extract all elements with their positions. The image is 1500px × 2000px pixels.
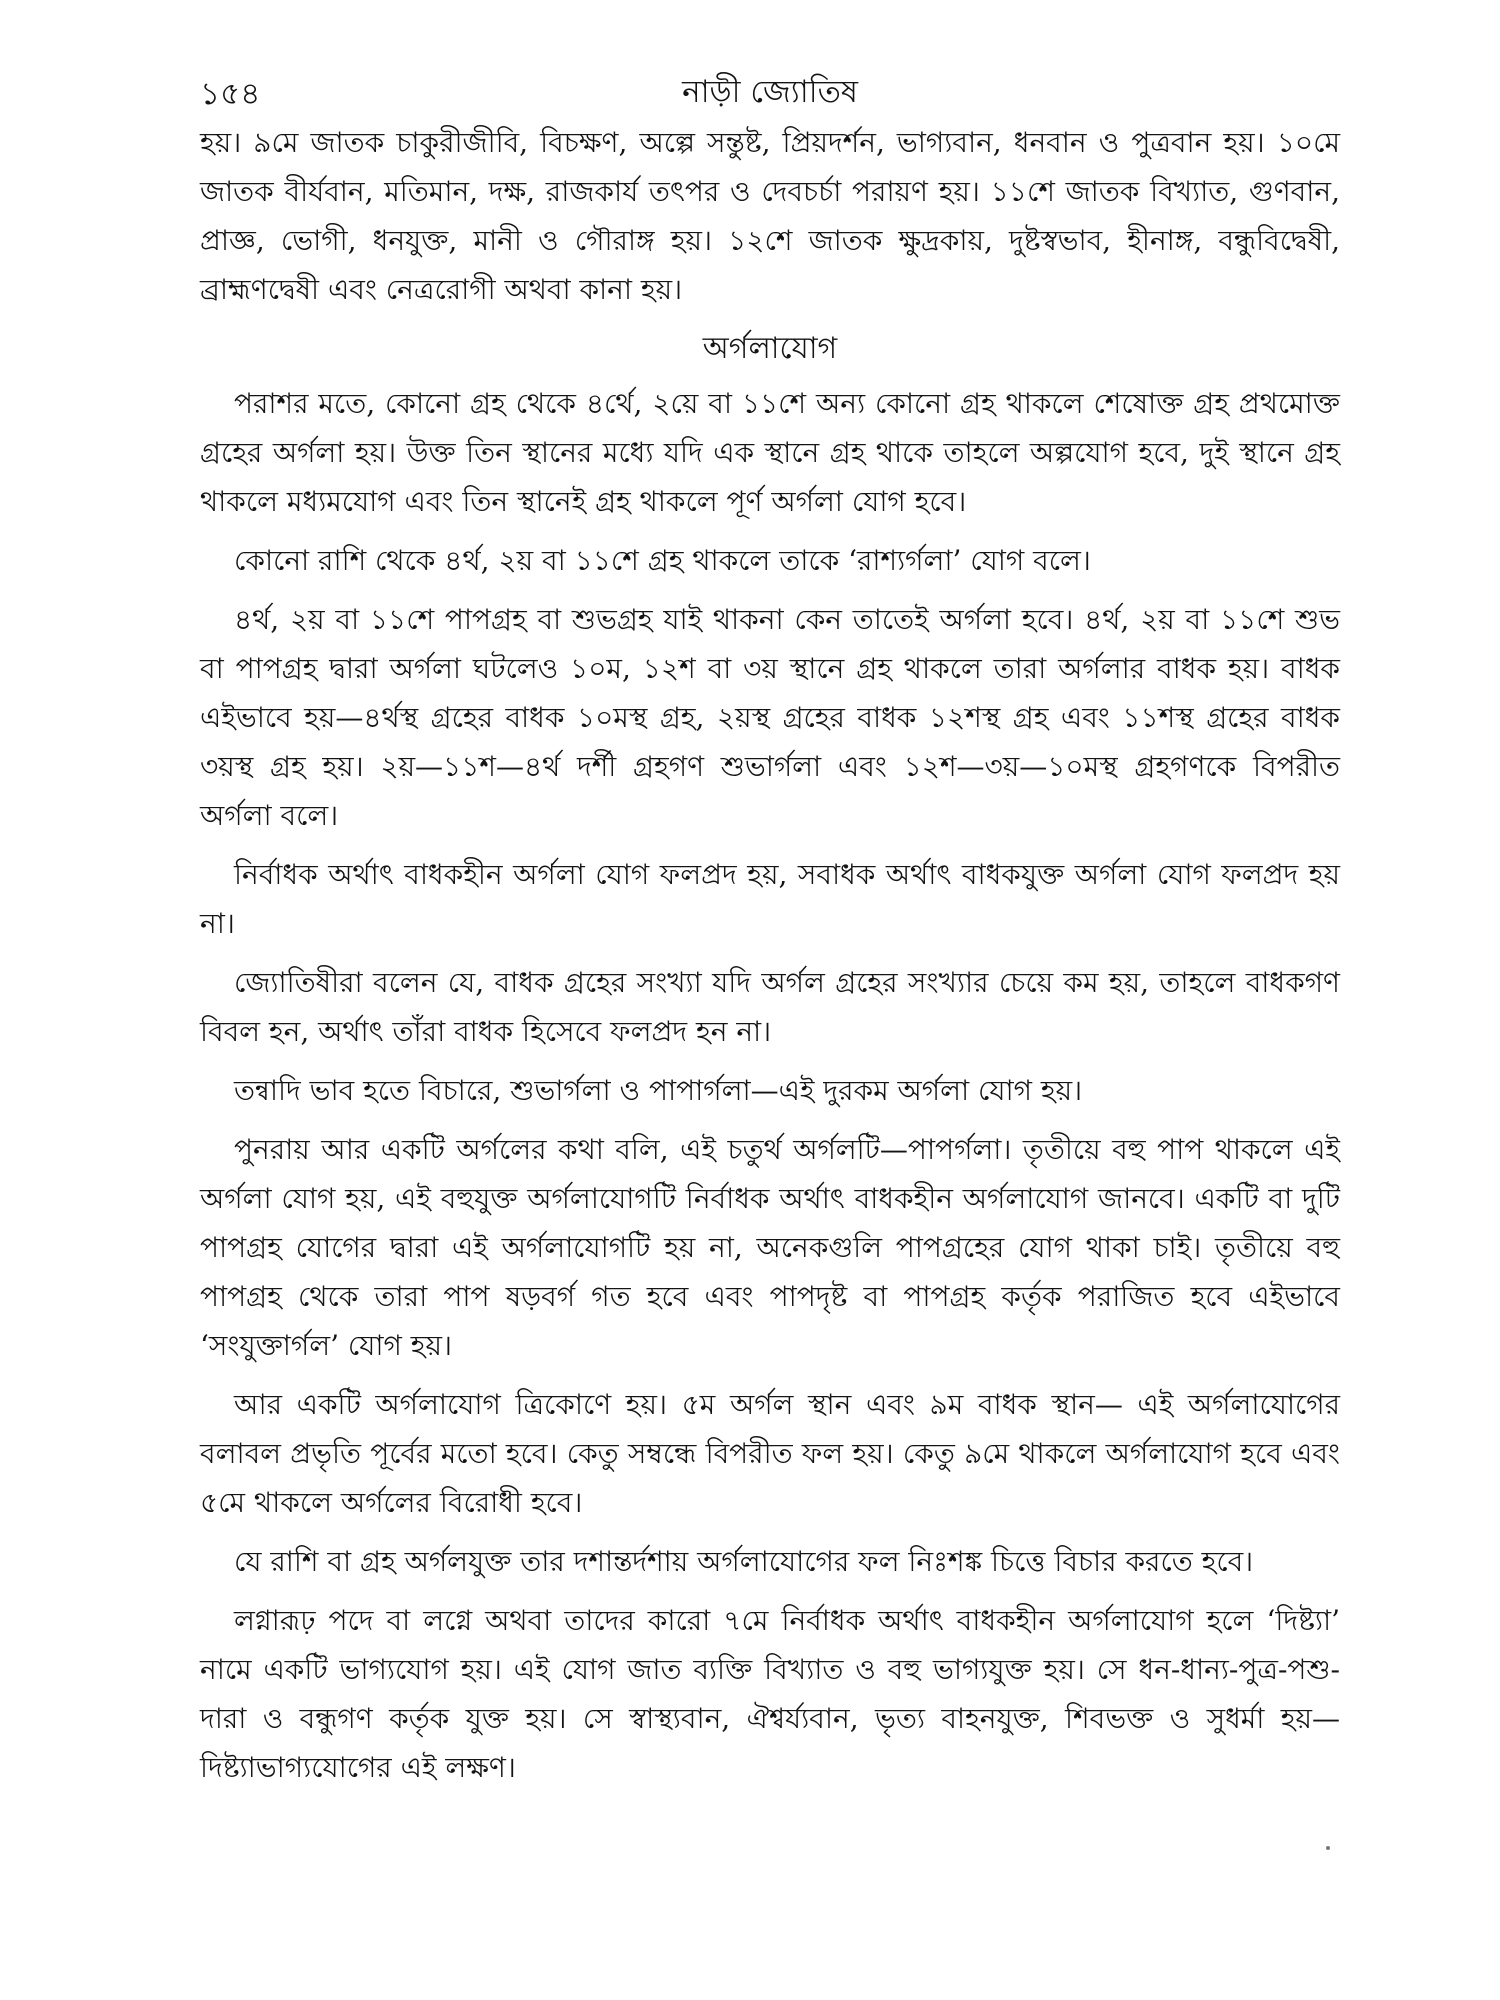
section-heading: অর্গলাযোগ	[702, 331, 838, 366]
paragraph-7: পুনরায় আর একটি অর্গলের কথা বলি, এই চতুর্থ অর্গলটি—পাপর্গলা। তৃতীয়ে বহু পাপ থাকলে এই অর্গলা যোগ হয়, এই বহুযুক্ত অর্গলাযোগটি নির্বাধক অর্থাৎ বাধকহীন অর্গলাযোগ জানবে। একটি বা দুটি পাপগ্রহ যোগের দ্বারা এই অর্গলাযোগটি হয় না, অনেকগুলি পাপগ্রহের যোগ থাকা চাই। তৃতীয়ে বহু পাপগ্রহ থেকে তারা পাপ ষড়বর্গ গত হবে এবং পাপদৃষ্ট বা পাপগ্রহ কর্তৃক পরাজিত হবে এইভাবে ‘সংযুক্তার্গল’ যোগ হয়।	[200, 1133, 1340, 1362]
intro-paragraph: হয়। ৯মে জাতক চাকুরীজীবি, বিচক্ষণ, অল্পে সন্তুষ্ট, প্রিয়দর্শন, ভাগ্যবান, ধনবান ও পুত্রবান হয়। ১০মে জাতক বীর্যবান, মতিমান, দক্ষ, রাজকার্য তৎপর ও দেবচর্চা পরায়ণ হয়। ১১শে জাতক বিখ্যাত, গুণবান, প্রাজ্ঞ, ভোগী, ধনযুক্ত, মানী ও গৌরাঙ্গ হয়। ১২শে জাতক ক্ষুদ্রকায়, দুষ্টস্বভাব, হীনাঙ্গ, বন্ধুবিদ্বেষী, ব্রাহ্মণদ্বেষী এবং নেত্ররোগী অথবা কানা হয়।	[200, 126, 1340, 306]
paragraph-1: পরাশর মতে, কোনো গ্রহ থেকে ৪র্থে, ২য়ে বা ১১শে অন্য কোনো গ্রহ থাকলে শেষোক্ত গ্রহ প্রথমোক্ত গ্রহের অর্গলা হয়। উক্ত তিন স্থানের মধ্যে যদি এক স্থানে গ্রহ থাকে তাহলে অল্পযোগ হবে, দুই স্থানে গ্রহ থাকলে মধ্যমযোগ এবং তিন স্থানেই গ্রহ থাকলে পূর্ণ অর্গলা যোগ হবে।	[200, 387, 1340, 518]
running-title: নাড়ী জ্যোতিষ	[682, 74, 858, 110]
paragraph-10: লগ্নারূঢ় পদে বা লগ্নে অথবা তাদের কারো ৭মে নির্বাধক অর্থাৎ বাধকহীন অর্গলাযোগ হলে ‘দিষ্ট্যা’ নামে একটি ভাগ্যযোগ হয়। এই যোগ জাত ব্যক্তি বিখ্যাত ও বহু ভাগ্যযুক্ত হয়। সে ধন-ধান্য-পুত্র-পশু-দারা ও বন্ধুগণ কর্তৃক যুক্ত হয়। সে স্বাস্থ্যবান, ঐশ্বর্য্যবান, ভৃত্য বাহনযুক্ত, শিবভক্ত ও সুধর্মা হয়—দিষ্ট্যাভাগ্যযোগের এই লক্ষণ।	[200, 1604, 1340, 1784]
page-number: ১৫৪	[200, 76, 261, 112]
paragraph-2: কোনো রাশি থেকে ৪র্থ, ২য় বা ১১শে গ্রহ থাকলে তাকে ‘রাশ্যর্গলা’ যোগ বলে।	[234, 544, 1091, 577]
paragraph-5: জ্যোতিষীরা বলেন যে, বাধক গ্রহের সংখ্যা যদি অর্গল গ্রহের সংখ্যার চেয়ে কম হয়, তাহলে বাধকগণ বিবল হন, অর্থাৎ তাঁরা বাধক হিসেবে ফলপ্রদ হন না।	[200, 966, 1340, 1048]
paragraph-8: আর একটি অর্গলাযোগ ত্রিকোণে হয়। ৫ম অর্গল স্থান এবং ৯ম বাধক স্থান— এই অর্গলাযোগের বলাবল প্রভৃতি পূর্বের মতো হবে। কেতু সম্বন্ধে বিপরীত ফল হয়। কেতু ৯মে থাকলে অর্গলাযোগ হবে এবং ৫মে থাকলে অর্গলের বিরোধী হবে।	[200, 1388, 1340, 1519]
paragraph-6: তন্বাদি ভাব হতে বিচারে, শুভার্গলা ও পাপার্গলা—এই দুরকম অর্গলা যোগ হয়।	[234, 1074, 1083, 1107]
paragraph-4: নির্বাধক অর্থাৎ বাধকহীন অর্গলা যোগ ফলপ্রদ হয়, সবাধক অর্থাৎ বাধকযুক্ত অর্গলা যোগ ফলপ্রদ হয় না।	[200, 858, 1340, 940]
scan-speck	[1326, 1846, 1330, 1850]
page-header	[200, 62, 1340, 112]
paragraph-3: ৪র্থ, ২য় বা ১১শে পাপগ্রহ বা শুভগ্রহ যাই থাকনা কেন তাতেই অর্গলা হবে। ৪র্থ, ২য় বা ১১শে শুভ বা পাপগ্রহ দ্বারা অর্গলা ঘটলেও ১০ম, ১২শ বা ৩য় স্থানে গ্রহ থাকলে তারা অর্গলার বাধক হয়। বাধক এইভাবে হয়—৪র্থস্থ গ্রহের বাধক ১০মস্থ গ্রহ, ২য়স্থ গ্রহের বাধক ১২শস্থ গ্রহ এবং ১১শস্থ গ্রহের বাধক ৩য়স্থ গ্রহ হয়। ২য়—১১শ—৪র্থ দর্শী গ্রহগণ শুভার্গলা এবং ১২শ—৩য়—১০মস্থ গ্রহগণকে বিপরীত অর্গলা বলে।	[200, 603, 1340, 832]
paragraph-9: যে রাশি বা গ্রহ অর্গলযুক্ত তার দশান্তর্দশায় অর্গলাযোগের ফল নিঃশঙ্ক চিত্তে বিচার করতে হবে।	[234, 1545, 1254, 1578]
page-body	[200, 118, 1340, 1802]
